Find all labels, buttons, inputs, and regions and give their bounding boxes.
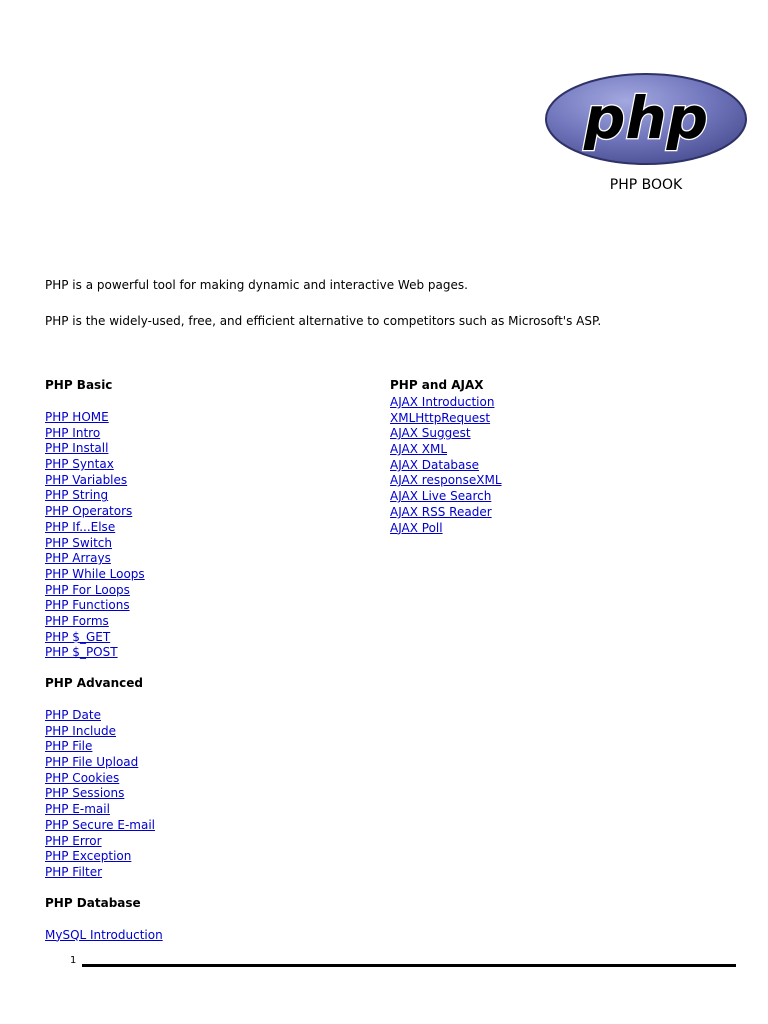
list-item: [45, 581, 163, 597]
nav-link[interactable]: PHP Filter: [45, 864, 103, 879]
list-item: [45, 628, 163, 644]
nav-link[interactable]: PHP Forms: [45, 613, 109, 628]
nav-link[interactable]: PHP File Upload: [45, 755, 139, 770]
nav-link[interactable]: PHP Cookies: [45, 770, 120, 785]
nav-link[interactable]: AJAX Database: [390, 457, 480, 472]
list-item: [45, 816, 163, 832]
book-title: PHP BOOK: [609, 177, 683, 193]
list-item: [45, 596, 163, 612]
list-item: [45, 518, 163, 534]
php-logo: [544, 72, 748, 166]
link-list-ajax: [390, 393, 502, 534]
nav-link[interactable]: AJAX Poll: [390, 520, 443, 535]
nav-link[interactable]: PHP Date: [45, 708, 101, 722]
list-item: [45, 612, 163, 628]
nav-link[interactable]: PHP E-mail: [45, 802, 110, 817]
nav-link[interactable]: PHP While Loops: [45, 566, 145, 581]
nav-link[interactable]: PHP Error: [45, 833, 102, 848]
list-item: [390, 424, 502, 440]
intro-paragraph-2: PHP is the widely-used, free, and efficient alternative to competitors such as Microsoft's ASP.: [45, 314, 602, 328]
section-heading-basic: PHP Basic: [45, 378, 113, 392]
section-heading-advanced: PHP Advanced: [45, 676, 143, 690]
nav-link[interactable]: PHP Switch: [45, 535, 112, 550]
nav-link[interactable]: PHP For Loops: [45, 582, 130, 597]
list-item: [390, 503, 502, 519]
list-item: [45, 753, 163, 769]
nav-link[interactable]: PHP String: [45, 488, 109, 503]
nav-link[interactable]: AJAX Live Search: [390, 489, 492, 504]
nav-link[interactable]: AJAX RSS Reader: [390, 504, 492, 519]
nav-link[interactable]: AJAX responseXML: [390, 473, 502, 488]
list-item: [45, 502, 163, 518]
list-item: [45, 534, 163, 550]
list-item: [45, 784, 163, 800]
list-item: [390, 519, 502, 535]
list-item: [390, 440, 502, 456]
list-item: [45, 408, 163, 424]
right-column: [390, 378, 502, 534]
list-item: [45, 565, 163, 581]
nav-link[interactable]: PHP Syntax: [45, 457, 114, 472]
list-item: [45, 549, 163, 565]
nav-link[interactable]: PHP Intro: [45, 425, 101, 440]
list-item: [45, 471, 163, 487]
nav-link[interactable]: PHP $_POST: [45, 645, 118, 660]
left-column: [45, 378, 163, 941]
nav-link[interactable]: PHP Arrays: [45, 551, 111, 566]
list-item: [390, 409, 502, 425]
nav-link[interactable]: PHP Functions: [45, 598, 130, 613]
page-number: 1: [70, 955, 77, 966]
link-list-basic: [45, 408, 163, 659]
nav-link[interactable]: PHP If...Else: [45, 519, 116, 534]
list-item: [45, 486, 163, 502]
nav-link[interactable]: PHP Variables: [45, 472, 128, 487]
list-item: [390, 393, 502, 409]
nav-link[interactable]: AJAX XML: [390, 442, 448, 457]
list-item: [45, 800, 163, 816]
list-item: [45, 847, 163, 863]
nav-link[interactable]: PHP HOME: [45, 410, 109, 424]
intro-paragraph-1: PHP is a powerful tool for making dynamic and interactive Web pages.: [45, 278, 468, 292]
nav-link[interactable]: AJAX Introduction: [390, 395, 495, 409]
list-item: [390, 471, 502, 487]
logo-text: php: [583, 84, 709, 152]
section-heading-ajax: PHP and AJAX: [390, 378, 484, 392]
link-list-advanced: [45, 706, 163, 879]
link-list-database: [45, 926, 163, 942]
list-item: [45, 769, 163, 785]
list-item: [45, 832, 163, 848]
nav-link[interactable]: MySQL Introduction: [45, 927, 163, 942]
nav-link[interactable]: XMLHttpRequest: [390, 410, 491, 425]
nav-link[interactable]: PHP Exception: [45, 849, 132, 864]
nav-link[interactable]: PHP Include: [45, 723, 116, 738]
list-item: [45, 722, 163, 738]
nav-link[interactable]: PHP Sessions: [45, 786, 125, 801]
nav-link[interactable]: PHP Secure E-mail: [45, 817, 156, 832]
list-item: [45, 706, 163, 722]
list-item: [390, 487, 502, 503]
nav-link[interactable]: PHP Operators: [45, 504, 133, 519]
list-item: [45, 643, 163, 659]
list-item: [390, 456, 502, 472]
nav-link[interactable]: PHP $_GET: [45, 629, 111, 644]
list-item: [45, 863, 163, 879]
nav-link[interactable]: PHP Install: [45, 441, 109, 456]
list-item: [45, 424, 163, 440]
nav-link[interactable]: AJAX Suggest: [390, 426, 471, 441]
list-item: [45, 439, 163, 455]
nav-link[interactable]: PHP File: [45, 739, 93, 754]
list-item: [45, 926, 163, 942]
section-heading-database: PHP Database: [45, 895, 141, 910]
list-item: [45, 737, 163, 753]
footer-rule: [82, 964, 736, 967]
list-item: [45, 455, 163, 471]
